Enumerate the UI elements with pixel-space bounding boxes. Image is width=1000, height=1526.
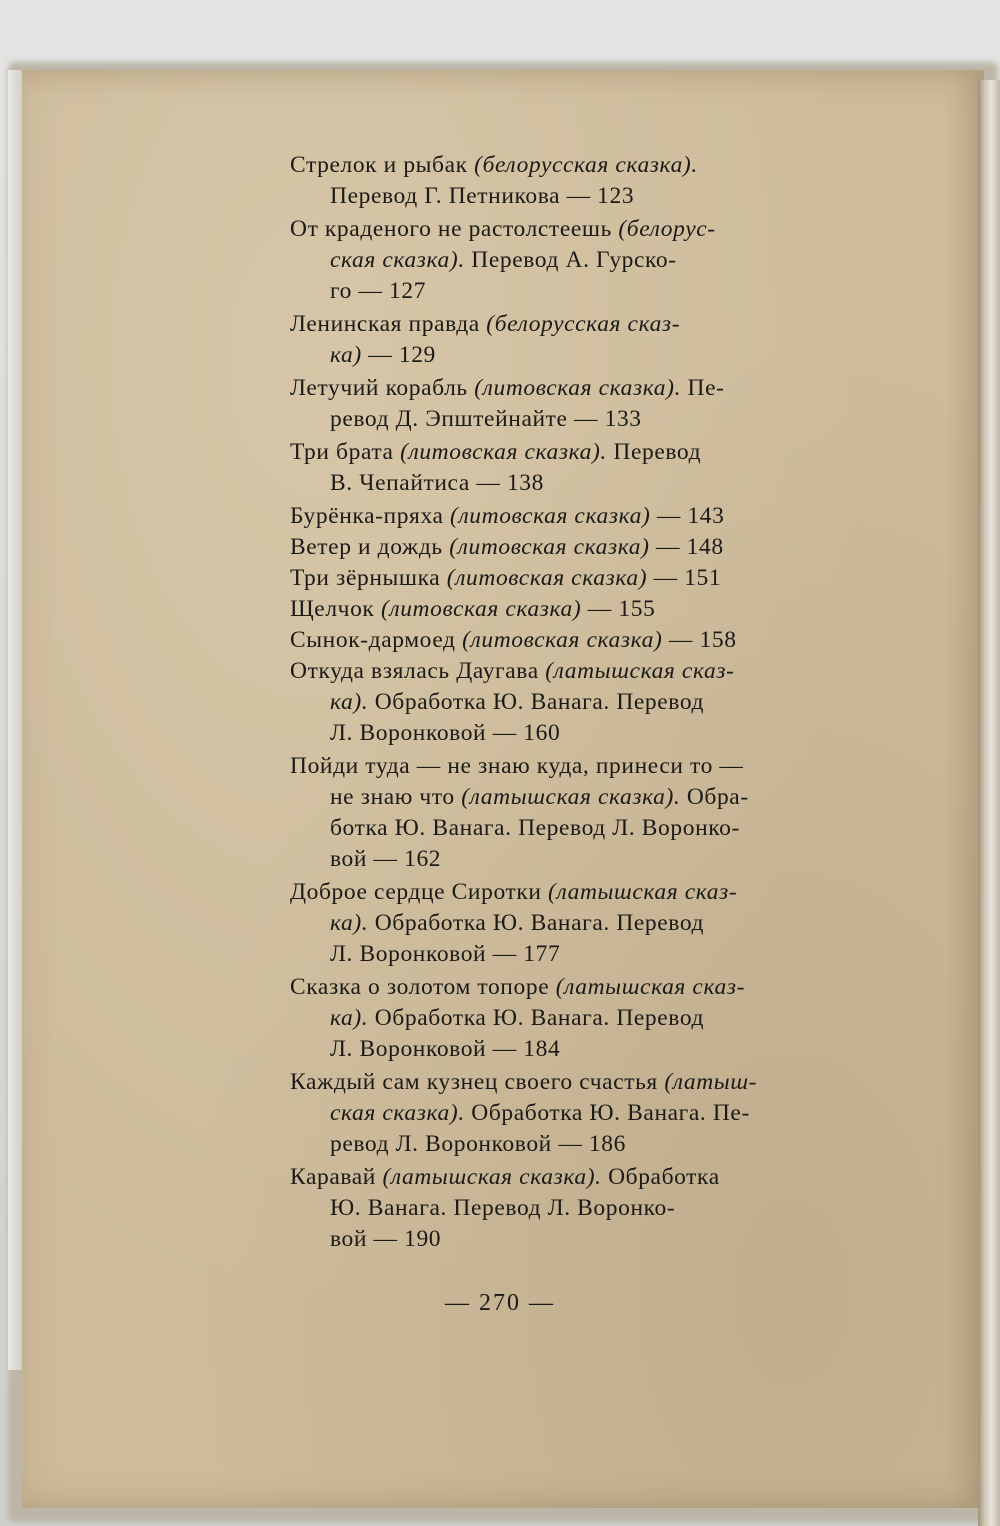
toc-entry-line (290, 1067, 810, 1098)
toc-entry-line (290, 877, 810, 908)
toc-entry-line (290, 908, 810, 939)
toc-text: Щелчок (290, 596, 381, 622)
toc-annotation: (белорусская сказ- (486, 311, 681, 337)
toc-annotation: (литовская сказка) (462, 627, 663, 653)
toc-entry-line (290, 214, 810, 245)
toc-annotation: (литовская сказка). (400, 439, 607, 465)
toc-text: Перевод (606, 439, 702, 465)
toc-entry-line (290, 276, 810, 307)
left-page-edge (8, 70, 22, 1370)
toc-text: Ветер и дождь (290, 534, 450, 560)
toc-text: — 143 (650, 503, 725, 529)
toc-text: Сказка о золотом топоре (290, 974, 556, 1000)
toc-entry (290, 309, 810, 371)
toc-entry-line (290, 625, 810, 656)
page-number: — 270 — (445, 1290, 555, 1316)
toc-text: ревод Д. Эпштейнайте — 133 (330, 406, 642, 432)
toc-entry-line (290, 309, 810, 340)
toc-text: Доброе сердце Сиротки (290, 879, 549, 905)
toc-entry (290, 877, 810, 970)
toc-entry-line (290, 1034, 810, 1065)
toc-entry-line (290, 437, 810, 468)
toc-entry-line (290, 563, 810, 594)
toc-text: Ленинская правда (290, 311, 487, 337)
toc-entry-line (290, 687, 810, 718)
toc-entry-line (290, 373, 810, 404)
toc-annotation: (латышская сказ- (545, 658, 735, 684)
toc-text: — 151 (647, 565, 722, 591)
toc-annotation: ка). (330, 1005, 369, 1031)
toc-entry-line (290, 245, 810, 276)
toc-entry (290, 150, 810, 212)
toc-text: Пойди туда — не знаю куда, принеси то — (290, 753, 744, 779)
toc-entry (290, 656, 810, 749)
toc-entry-line (290, 1129, 810, 1160)
toc-annotation: ка) (330, 342, 362, 368)
toc-text: Каждый сам кузнец своего счастья (290, 1069, 665, 1095)
toc-entry-line (290, 340, 810, 371)
toc-text: Обработка Ю. Ванага. Перевод (368, 1005, 705, 1031)
toc-text: — 158 (662, 627, 737, 653)
toc-entry-line (290, 939, 810, 970)
toc-text: Три зёрнышка (290, 565, 447, 591)
toc-text: вой — 190 (330, 1226, 442, 1252)
toc-entry (290, 373, 810, 435)
toc-text: Сынок-дармоед (290, 627, 463, 653)
toc-text: ботка Ю. Ванага. Перевод Л. Воронко- (330, 815, 740, 841)
toc-annotation: ка). (330, 689, 369, 715)
toc-annotation: (белорусская сказка). (474, 152, 698, 178)
toc-annotation: (латышская сказка). (461, 784, 681, 810)
toc-entry-line (290, 532, 810, 563)
toc-text: Пе- (681, 375, 725, 401)
toc-entry (290, 532, 810, 563)
toc-annotation: ская сказка). (330, 1100, 465, 1126)
toc-annotation: (литовская сказка). (474, 375, 682, 401)
toc-entry (290, 972, 810, 1065)
toc-text: не знаю что (330, 784, 462, 810)
toc-text: Обработка Ю. Ванага. Перевод (368, 689, 705, 715)
table-of-contents (290, 150, 810, 1255)
toc-text: От краденого не растолстеешь (290, 216, 619, 242)
toc-annotation: (литовская сказка) (446, 565, 648, 591)
toc-entry-line (290, 1098, 810, 1129)
toc-entry-line (290, 594, 810, 625)
toc-text: Перевод А. Гурско- (464, 247, 677, 273)
toc-entry (290, 625, 810, 656)
toc-text: Ю. Ванага. Перевод Л. Воронко- (330, 1195, 676, 1221)
toc-annotation: ская сказка). (330, 247, 465, 273)
toc-entry-line (290, 844, 810, 875)
toc-entry-line (290, 751, 810, 782)
toc-entry-line (290, 501, 810, 532)
toc-entry (290, 1162, 810, 1255)
toc-text: ревод Л. Воронковой — 186 (330, 1131, 626, 1157)
toc-text: Три брата (290, 439, 401, 465)
toc-annotation: (латышская сказ- (555, 974, 746, 1000)
toc-text: — 155 (581, 596, 656, 622)
toc-text: Обра- (680, 784, 749, 810)
toc-text: — 129 (361, 342, 436, 368)
toc-text: В. Чепайтиса — 138 (330, 470, 545, 496)
toc-entry (290, 563, 810, 594)
toc-entry (290, 1067, 810, 1160)
toc-text: Откуда взялась Даугава (290, 658, 546, 684)
toc-text: Обработка Ю. Ванага. Перевод (368, 910, 705, 936)
toc-text: Обработка Ю. Ванага. Пе- (464, 1100, 750, 1126)
toc-text: Летучий корабль (290, 375, 475, 401)
toc-annotation: (белорус- (618, 216, 716, 242)
toc-entry-line (290, 181, 810, 212)
toc-entry-line (290, 1162, 810, 1193)
toc-text: Перевод Г. Петникова — 123 (330, 183, 635, 209)
toc-entry-line (290, 1193, 810, 1224)
toc-entry-line (290, 1224, 810, 1255)
toc-text: Л. Воронковой — 184 (330, 1036, 561, 1062)
toc-entry (290, 214, 810, 307)
toc-entry-line (290, 468, 810, 499)
toc-text: Стрелок и рыбак (290, 152, 475, 178)
toc-text: го — 127 (330, 278, 427, 304)
toc-annotation: ка). (330, 910, 369, 936)
toc-text: Л. Воронковой — 177 (330, 941, 561, 967)
toc-text: Л. Воронковой — 160 (330, 720, 561, 746)
toc-entry-line (290, 1003, 810, 1034)
toc-annotation: (литовская сказка) (449, 534, 650, 560)
toc-entry-line (290, 404, 810, 435)
toc-text: вой — 162 (330, 846, 442, 872)
toc-annotation: (литовская сказка) (380, 596, 582, 622)
toc-entry-line (290, 972, 810, 1003)
toc-entry (290, 751, 810, 875)
toc-entry-line (290, 656, 810, 687)
toc-annotation: (литовская сказка) (450, 503, 651, 529)
toc-entry (290, 501, 810, 532)
toc-text: — 148 (649, 534, 724, 560)
toc-annotation: (латышская сказ- (548, 879, 738, 905)
toc-entry (290, 594, 810, 625)
toc-entry-line (290, 718, 810, 749)
toc-entry-line (290, 782, 810, 813)
toc-text: Бурёнка-пряха (290, 503, 451, 529)
toc-entry-line (290, 813, 810, 844)
toc-text: Обработка (601, 1164, 720, 1190)
toc-annotation: (латыш- (664, 1069, 758, 1095)
toc-text: Каравай (290, 1164, 383, 1190)
toc-entry-line (290, 150, 810, 181)
toc-annotation: (латышская сказка). (382, 1164, 602, 1190)
toc-entry (290, 437, 810, 499)
